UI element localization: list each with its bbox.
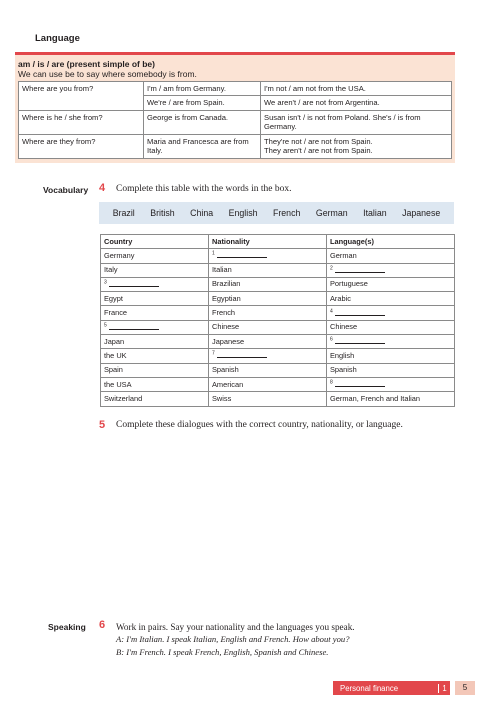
grammar-table (18, 81, 452, 159)
exercise-number: 5 (99, 419, 106, 431)
grammar-negative-line: They're not / are not from Spain. (264, 136, 373, 146)
table-cell: Japan (101, 335, 209, 349)
blank-number: 5 (104, 322, 107, 329)
table-cell: the UK (101, 349, 209, 363)
table-cell: Arabic (327, 292, 455, 306)
table-row (101, 306, 455, 320)
blank-cell[interactable] (327, 335, 455, 349)
exercise-instruction: Complete these dialogues with the correct country, nationality, or language. (116, 420, 403, 430)
blank-cell[interactable] (327, 377, 455, 391)
table-cell: Egyptian (209, 292, 327, 306)
table-cell: French (209, 306, 327, 320)
unit-number: 1 (438, 684, 450, 693)
exercise-instruction: Work in pairs. Say your nationality and the languages you speak. (116, 622, 355, 632)
table-row (101, 277, 455, 291)
grammar-positive: George is from Canada. (144, 110, 261, 134)
table-cell: Egypt (101, 292, 209, 306)
table-cell: German (327, 249, 455, 263)
table-cell: Chinese (209, 320, 327, 334)
grammar-question: Where are they from? (19, 134, 144, 158)
speaking-label: Speaking (48, 622, 86, 632)
word-box-item: Brazil (112, 208, 135, 218)
answer-blank[interactable] (109, 280, 159, 287)
table-row (101, 292, 455, 306)
blank-number: 7 (212, 350, 215, 357)
blank-number: 6 (330, 336, 333, 343)
blank-cell[interactable] (209, 249, 327, 263)
grammar-positive: I'm / am from Germany. (144, 82, 261, 96)
answer-blank[interactable] (217, 251, 267, 258)
column-header: Language(s) (327, 235, 455, 249)
grammar-negative: Susan isn't / is not from Poland. She's / is from Germany. (261, 110, 452, 134)
example-line-b: B: I'm French. I speak French, English, Spanish and Chinese. (116, 646, 329, 657)
table-cell: German, French and Italian (327, 392, 455, 406)
blank-number: 1 (212, 250, 215, 257)
table-cell: the USA (101, 377, 209, 391)
table-cell: Spanish (209, 363, 327, 377)
table-row (101, 377, 455, 391)
grammar-row (19, 82, 452, 96)
blank-number: 8 (330, 379, 333, 386)
answer-blank[interactable] (109, 323, 159, 330)
column-header: Country (101, 235, 209, 249)
grammar-negative (261, 134, 452, 158)
table-cell: Switzerland (101, 392, 209, 406)
word-box-item: British (150, 208, 175, 218)
column-header: Nationality (209, 235, 327, 249)
footer-title: Personal finance (340, 683, 399, 693)
table-row (101, 363, 455, 377)
table-row (101, 349, 455, 363)
answer-blank[interactable] (335, 309, 385, 316)
table-cell: Germany (101, 249, 209, 263)
word-box-item: English (228, 208, 258, 218)
grammar-negative: I'm not / am not from the USA. (261, 82, 452, 96)
grammar-box (15, 52, 455, 163)
grammar-row (19, 110, 452, 134)
table-cell: Italian (209, 263, 327, 277)
grammar-question: Where are you from? (19, 82, 144, 111)
example-line-a: A: I'm Italian. I speak Italian, English and French. How about you? (116, 634, 350, 645)
table-cell: Japanese (209, 335, 327, 349)
answer-blank[interactable] (217, 351, 267, 358)
table-cell: Brazilian (209, 277, 327, 291)
table-row (101, 263, 455, 277)
grammar-subtitle: We can use be to say where somebody is from. (18, 69, 197, 79)
answer-blank[interactable] (335, 380, 385, 387)
answer-blank[interactable] (335, 337, 385, 344)
grammar-row (19, 134, 452, 158)
table-cell: English (327, 349, 455, 363)
blank-cell[interactable] (209, 349, 327, 363)
table-cell: Spanish (327, 363, 455, 377)
table-cell: American (209, 377, 327, 391)
exercise-number: 6 (99, 619, 106, 631)
vocabulary-label: Vocabulary (43, 185, 89, 195)
exercise-number: 4 (99, 182, 106, 194)
grammar-negative: We aren't / are not from Argentina. (261, 96, 452, 110)
dialogue-column-right (288, 437, 458, 609)
answer-blank[interactable] (335, 266, 385, 273)
table-cell: France (101, 306, 209, 320)
table-row (101, 249, 455, 263)
blank-cell[interactable] (101, 277, 209, 291)
word-box-item: Italian (363, 208, 387, 218)
grammar-positive: We're / are from Spain. (144, 96, 261, 110)
grammar-question: Where is he / she from? (19, 110, 144, 134)
blank-cell[interactable] (327, 306, 455, 320)
word-box-item: Japanese (402, 208, 441, 218)
word-box-item: French (272, 208, 301, 218)
page-number: 5 (455, 681, 475, 695)
word-box-item: German (315, 208, 348, 218)
table-cell: Italy (101, 263, 209, 277)
table-header-row (101, 235, 455, 249)
vocabulary-table (100, 234, 455, 407)
grammar-negative-line: They aren't / are not from Spain. (264, 146, 373, 156)
exercise-instruction: Complete this table with the words in the box. (116, 184, 292, 194)
table-row (101, 320, 455, 334)
table-row (101, 335, 455, 349)
blank-number: 4 (330, 308, 333, 315)
grammar-title: am / is / are (present simple of be) (18, 59, 155, 69)
speaking-exercise (116, 621, 355, 658)
word-box-item: China (190, 208, 214, 218)
dialogue-column-left (116, 437, 286, 602)
blank-number: 3 (104, 279, 107, 286)
table-cell: Portuguese (327, 277, 455, 291)
word-box (99, 202, 454, 224)
blank-cell[interactable] (101, 320, 209, 334)
blank-number: 2 (330, 265, 333, 272)
table-cell: Spain (101, 363, 209, 377)
table-row (101, 392, 455, 406)
table-cell: Swiss (209, 392, 327, 406)
footer-bar (333, 681, 450, 695)
blank-cell[interactable] (327, 263, 455, 277)
table-cell: Chinese (327, 320, 455, 334)
section-heading: Language (35, 33, 80, 44)
grammar-positive: Maria and Francesca are from Italy. (144, 134, 261, 158)
